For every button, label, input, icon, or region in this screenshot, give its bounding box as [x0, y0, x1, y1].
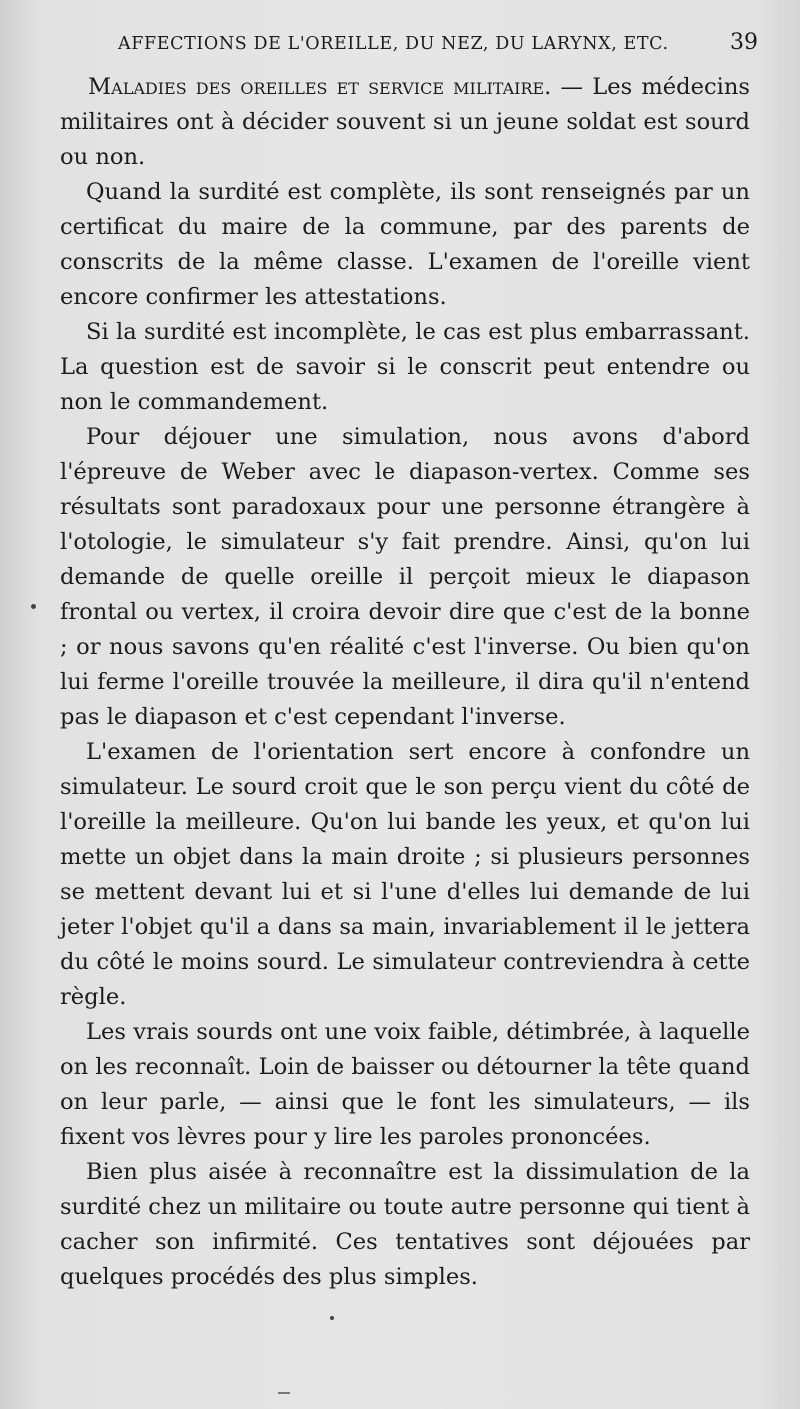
running-header: [118, 30, 758, 62]
paragraph-3: Si la surdité est incomplète, le cas est plus embarrassant. La question est de savoir si le conscrit peut entendre ou non le commandement.: [60, 319, 750, 415]
paragraph-2: Quand la surdité est complète, ils sont renseignés par un certificat du maire de la commune, par des parents de conscrits de la même classe. L'examen de l'oreille vient encore confirmer les attestations.: [60, 179, 750, 310]
paragraph-6: Les vrais sourds ont une voix faible, détimbrée, à laquelle on les reconnaît. Loin de baisser ou détourner la tête quand on leur parle, — ainsi que le font les simulateurs, — ils fixent vos lèvres pour y lire les paroles prononcées.: [60, 1019, 750, 1150]
running-title: AFFECTIONS DE L'OREILLE, DU NEZ, DU LARYNX, ETC.: [118, 34, 669, 54]
paragraph-1: [60, 70, 750, 175]
paragraph-5: L'examen de l'orientation sert encore à confondre un simulateur. Le sourd croit que le son perçu vient du côté de l'oreille la meilleure. Qu'on lui bande les yeux, et qu'on lui mette un objet dans la main droite ; si plusieurs personnes se mettent devant lui et si l'une d'elles lui demande de lui jeter l'objet qu'il a dans sa main, invariablement il le jettera du côté le moins sourd. Le simulateur contreviendra à cette règle.: [60, 739, 750, 1010]
paragraph-4: Pour déjouer une simulation, nous avons d'abord l'épreuve de Weber avec le diapason-vertex. Comme ses résultats sont paradoxaux pour une personne étrangère à l'otologie, le simulateur s'y fait prendre. Ainsi, qu'on lui demande de quelle oreille il perçoit mieux le diapason frontal ou vertex, il croira devoir dire que c'est de la bonne ; or nous savons qu'en réalité c'est l'inverse. Ou bien qu'on lui ferme l'oreille trouvée la meilleure, il dira qu'il n'entend pas le diapason et c'est cependant l'inverse.: [60, 424, 750, 730]
paragraph-7: Bien plus aisée à reconnaître est la dissimulation de la surdité chez un militaire ou toute autre personne qui tient à cacher son infirmité. Ces tentatives sont déjouées par quelques procédés des plus simples.: [60, 1159, 750, 1290]
section-heading: Maladies des oreilles et service militaire.: [88, 74, 552, 100]
page-number: 39: [730, 30, 758, 55]
paragraph-1-text: — Les médecins militaires ont à décider souvent si un jeune soldat est sourd ou non.: [60, 74, 751, 170]
margin-speck: [278, 1392, 290, 1394]
margin-speck: [31, 604, 36, 609]
body-text: [60, 70, 750, 1295]
margin-speck: [330, 1316, 334, 1320]
